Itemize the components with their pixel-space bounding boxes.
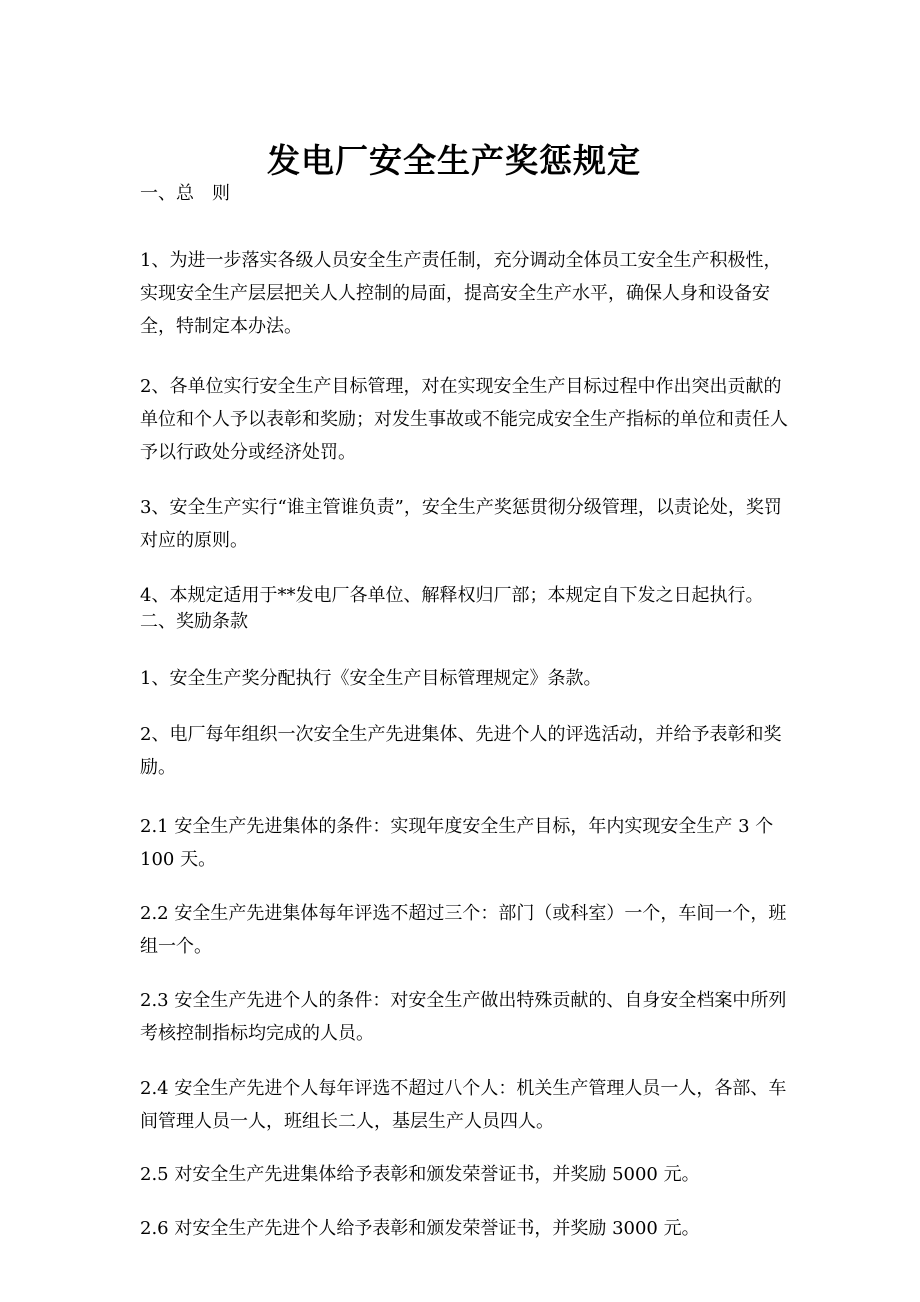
paragraph-general-4: 4、本规定适用于**发电厂各单位、解释权归厂部；本规定自下发之日起执行。 [140,585,764,606]
paragraph-rewards-2-1: 2.1 安全生产先进集体的条件：实现年度安全生产目标，年内实现安全生产 3 个 100 天。 [140,816,774,870]
section-heading-rewards: 二、奖励条款 [140,611,248,632]
paragraph-general-1: 1、为进一步落实各级人员安全生产责任制，充分调动全体员工安全生产积极性，实现安全生产层层把关人人控制的局面，提高安全生产水平，确保人身和设备安全，特制定本办法。 [140,250,782,337]
paragraph-rewards-1: 1、安全生产奖分配执行《安全生产目标管理规定》条款。 [140,668,602,689]
paragraph-rewards-2-2: 2.2 安全生产先进集体每年评选不超过三个：部门（或科室）一个，车间一个，班组一个。 [140,903,787,957]
paragraph-general-3: 3、安全生产实行“谁主管谁负责”，安全生产奖惩贯彻分级管理，以责论处，奖罚对应的原则。 [140,497,782,551]
paragraph-rewards-2-4: 2.4 安全生产先进个人每年评选不超过八个人：机关生产管理人员一人，各部、车间管理人员一人，班组长二人，基层生产人员四人。 [140,1078,787,1132]
paragraph-rewards-2-3: 2.3 安全生产先进个人的条件：对安全生产做出特殊贡献的、自身安全档案中所列考核控制指标均完成的人员。 [140,990,787,1044]
document-title: 发电厂安全生产奖惩规定 [267,141,641,181]
section-heading-general: 一、总 则 [140,183,230,204]
paragraph-rewards-2: 2、电厂每年组织一次安全生产先进集体、先进个人的评选活动，并给予表彰和奖励。 [140,724,782,778]
paragraph-general-2: 2、各单位实行安全生产目标管理，对在实现安全生产目标过程中作出突出贡献的单位和个人予以表彰和奖励；对发生事故或不能完成安全生产指标的单位和责任人予以行政处分或经济处罚。 [140,376,788,463]
paragraph-rewards-2-6: 2.6 对安全生产先进个人给予表彰和颁发荣誉证书，并奖励 3000 元。 [140,1218,700,1239]
paragraph-rewards-2-5: 2.5 对安全生产先进集体给予表彰和颁发荣誉证书，并奖励 5000 元。 [140,1164,700,1185]
